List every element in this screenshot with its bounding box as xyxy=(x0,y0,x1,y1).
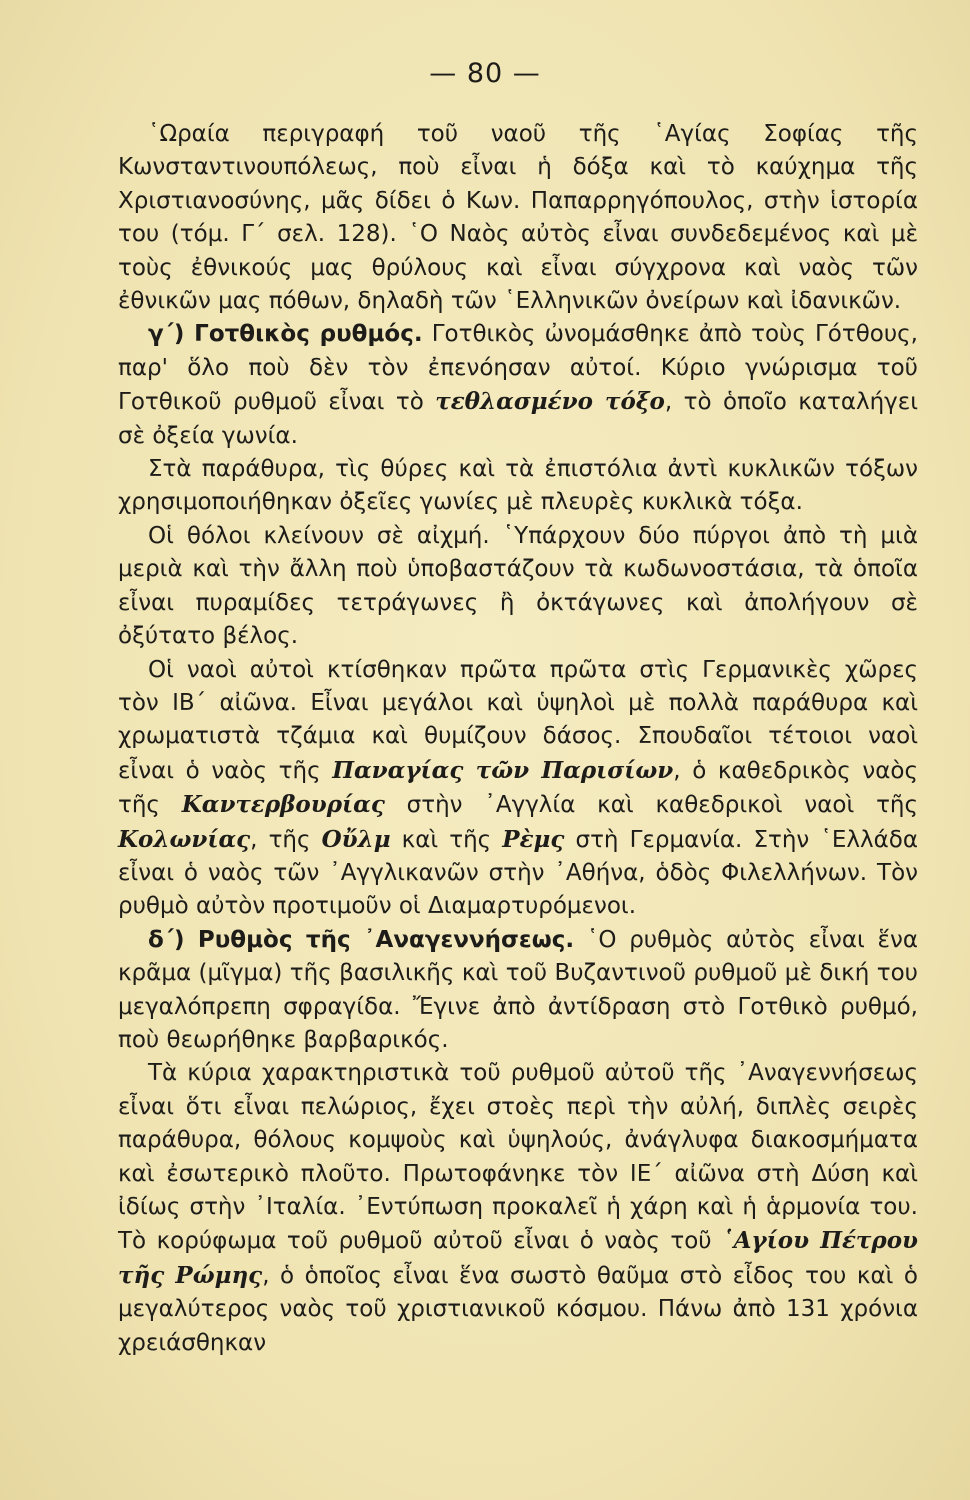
emphasis-term: ῾Αγίου Πέτρου τῆς Ρώμης xyxy=(118,1227,919,1289)
text-run: ῾Ο ρυθμὸς αὐτὸς εἶναι ἕνα κρᾶμα (μῖγμα) τῆς βασιλικῆς καὶ τοῦ Βυζαντινοῦ ρυθμοῦ μὲ δική του μεγαλόπρεπη σφραγίδα. Ἔγινε ἀπὸ ἀντίδραση στὸ Γοτθικὸ ρυθμό, ποὺ θεωρήθηκε βαρβαρικός. xyxy=(118,926,918,1053)
page-number: — 80 — xyxy=(429,58,541,89)
paragraph-renaissance-style xyxy=(118,924,918,1058)
text-run: Γοτθικὸς ὠνομάσθηκε ἀπὸ τοὺς Γότθους, παρ' ὅλο ποὺ δὲν τὸν ἐπενόησαν αὐτοί. Κύριο γνώρισμα τοῦ Γοτθικοῦ ρυθμοῦ εἶναι τὸ xyxy=(118,321,918,416)
text-run: , τὸ ὁποῖο καταλήγει σὲ ὀξεία γωνία. xyxy=(118,389,918,449)
text-run: , ὁ ὁποῖος εἶναι ἕνα σωστὸ θαῦμα στὸ εἶδος του καὶ ὁ μεγαλύτερος ναὸς τοῦ χριστιανικοῦ κόσμου. Πάνω ἀπὸ 131 χρόνια χρειάσθηκαν xyxy=(118,1262,918,1356)
emphasis-term: Ρὲμς xyxy=(502,825,565,853)
text-run: Τὰ κύρια χαρακτηριστικὰ τοῦ ρυθμοῦ αὐτοῦ τῆς ᾿Αναγεννήσεως εἶναι ὅτι εἶναι πελώριος, ἔχει στοὲς περὶ τὴν αὐλή, διπλὲς σειρὲς παράθυρα, θόλους κομψοὺς καὶ ὑψηλούς, ἀνάγλυφα διακοσμήματα καὶ ἐσωτερικὸ πλοῦτο. Πρωτοφάνηκε τὸν ΙΕ΄ αἰῶνα στὴ Δύση καὶ ἰδίως στὴν ᾿Ιταλία. ᾿Εντύπωση προκαλεῖ ἡ χάρη καὶ ἡ ἁρμονία του. Τὸ κορύφωμα τοῦ ρυθμοῦ αὐτοῦ εἶναι ὁ ναὸς τοῦ xyxy=(118,1060,918,1255)
text-run: , ὁ καθεδρικὸς ναὸς τῆς xyxy=(118,757,918,819)
text-run: Στὰ παράθυρα, τὶς θύρες καὶ τὰ ἐπιστόλια ἀντὶ κυκλικῶν τόξων χρησιμοποιήθηκαν ὀξεῖες γωνίες μὲ πλευρὲς κυκλικὰ τόξα. xyxy=(118,456,918,516)
text-run: στὴν ᾿Αγγλία καὶ καθεδρικοὶ ναοὶ τῆς xyxy=(384,792,918,819)
text-run: στὴ Γερμανία. Στὴν ῾Ελλάδα εἶναι ὁ ναὸς τῶν ᾿Αγγλικανῶν στὴν ᾿Αθήνα, ὁδὸς Φιλελλήνων. Τὸν ρυθμὸ αὐτὸν προτιμοῦν οἱ Διαμαρτυρόμενοι. xyxy=(118,826,918,920)
paragraph-hagia-sophia xyxy=(118,118,918,318)
text-run: Οἱ θόλοι κλείνουν σὲ αἰχμή. ῾Υπάρχουν δύο πύργοι ἀπὸ τὴ μιὰ μεριὰ καὶ τὴν ἄλλη ποὺ ὑποβαστάζουν τὰ κωδωνοστάσια, τὰ ὁποῖα εἶναι πυραμίδες τετράγωνες ἢ ὀκτάγωνες καὶ ἀπολήγουν σὲ ὀξύτατο βέλος. xyxy=(118,522,918,650)
emphasis-term: τεθλασμένο τόξο xyxy=(435,388,665,416)
paragraph-gothic-churches xyxy=(118,654,918,924)
text-run: ῾Ωραία περιγραφή τοῦ ναοῦ τῆς ῾Αγίας Σοφίας τῆς Κωνσταντινουπόλεως, ποὺ εἶναι ἡ δόξα καὶ τὸ καύχημα τῆς Χριστιανοσύνης, μᾶς δίδει ὁ Κων. Παπαρρηγόπουλος, στὴν ἱστορία του (τόμ. Γ΄ σελ. 128). ῾Ο Ναὸς αὐτὸς εἶναι συνδεδεμένος καὶ μὲ τοὺς ἐθνικούς μας θρύλους καὶ εἶναι σύγχρονα καὶ ναὸς τῶν ἐθνικῶν μας πόθων, δηλαδὴ τῶν ῾Ελληνικῶν ὀνείρων καὶ ἰδανικῶν. xyxy=(118,121,918,315)
text-run: , τῆς xyxy=(250,826,322,853)
text-run: καὶ τῆς xyxy=(390,826,503,853)
emphasis-term: Κολωνίας xyxy=(118,825,251,853)
paragraph-windows-doors xyxy=(118,453,918,520)
paragraph-domes-towers xyxy=(118,520,918,654)
emphasis-term: Παναγίας τῶν Παρισίων xyxy=(332,756,674,784)
paragraph-renaissance-features xyxy=(118,1057,918,1360)
emphasis-term: Οὔλμ xyxy=(321,825,391,853)
text-run: Οἱ ναοὶ αὐτοὶ κτίσθηκαν πρῶτα πρῶτα στὶς Γερμανικὲς χῶρες τὸν ΙΒ΄ αἰῶνα. Εἶναι μεγάλοι καὶ ὑψηλοὶ μὲ πολλὰ παράθυρα καὶ χρωματιστὰ τζάμια καὶ θυμίζουν δάσος. Σπουδαῖοι τέτοιοι ναοὶ εἶναι ὁ ναὸς τῆς xyxy=(118,656,918,784)
section-heading-renaissance: δ΄) Ρυθμὸς τῆς ᾿Αναγεννήσεως. xyxy=(148,926,575,953)
body-text xyxy=(118,118,918,1360)
emphasis-term: Καντερβουρίας xyxy=(181,791,385,819)
section-heading-gothic: γ΄) Γοτθικὸς ρυθμός. xyxy=(148,321,423,348)
paragraph-gothic-style xyxy=(118,318,918,453)
